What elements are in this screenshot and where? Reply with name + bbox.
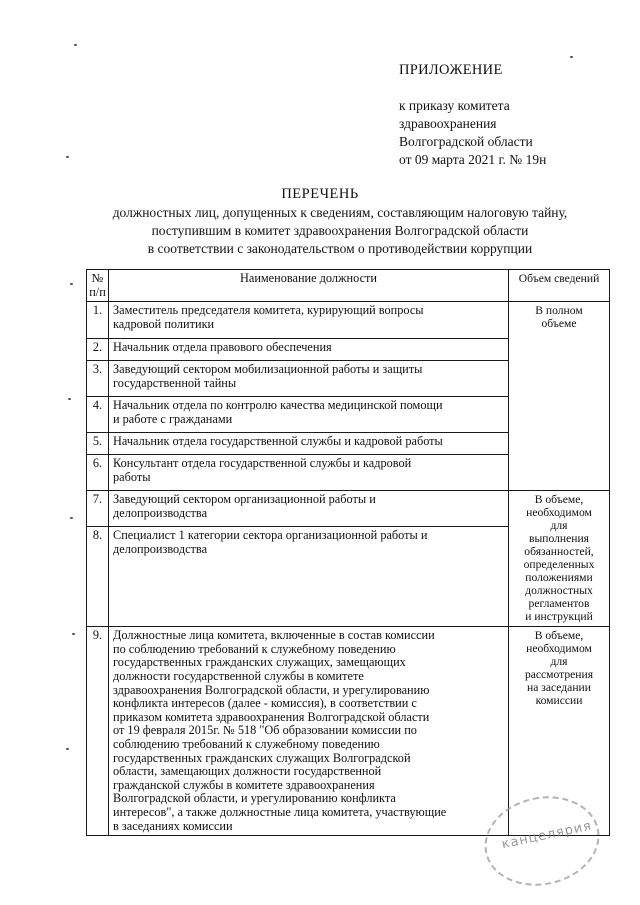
row-num: 6. (87, 455, 109, 491)
row-name: Специалист 1 категории сектора организационной работы и делопроизводства (113, 528, 428, 556)
list-subtitle (60, 204, 620, 258)
scan-speck (66, 748, 69, 750)
row-name: Консультант отдела государственной службы и кадровой работы (113, 456, 412, 484)
scan-speck (570, 56, 573, 58)
volume-duties: В объеме, необходимом для выполнения обязанностей, определенных положениями должностных регламентов и инструкций (523, 493, 595, 624)
row-name: Должностные лица комитета, включенные в состав комиссии по соблюдению требований к служебному поведению государственных гражданских служащих, замещающих должности государственной службы в комитете здравоохранения Волгоградской области, и урегулированию конфликта интересов (далее - комиссия), в соответствии с приказом комитета здравоохранения Волгоградской области от 19 февраля 2015г. № 518 "Об образовании комиссии по соблюдению требований к служебному поведению государственных гражданских служащих Волгоградской области, замещающих должности государственной гражданской службы в комитете здравоохранения Волгоградской области, и урегулированию конфликта интересов", а также должностные лица комитета, участвующие в заседаниях комиссии (113, 628, 447, 833)
positions-table (86, 269, 610, 836)
scan-speck (74, 44, 77, 46)
row-name: Заведующий сектором организационной работы и делопроизводства (113, 492, 376, 520)
table-header-row (87, 270, 610, 302)
row-num: 8. (87, 527, 109, 627)
row-num: 9. (87, 627, 109, 836)
attachment-title: ПРИЛОЖЕНИЕ (399, 62, 503, 78)
table-row (87, 491, 610, 527)
volume-full: В полном объеме (535, 304, 583, 331)
scan-speck (68, 398, 71, 400)
header-name: Наименование должности (109, 270, 509, 302)
stamp-label: канцелярия (500, 818, 594, 853)
subtitle-line: должностных лиц, допущенных к сведениям, составляющим налоговую тайну, (112, 205, 568, 220)
scan-speck (66, 156, 69, 158)
scan-speck (72, 633, 75, 635)
row-num: 5. (87, 433, 109, 455)
row-name: Заместитель председателя комитета, курирующий вопросы кадровой политики (113, 303, 424, 331)
row-name: Начальник отдела правового обеспечения (113, 340, 332, 355)
scan-speck (70, 283, 73, 285)
row-num: 2. (87, 339, 109, 361)
subtitle-line: в соответствии с законодательством о противодействии коррупции (147, 241, 533, 256)
attachment-lines (399, 97, 546, 169)
scan-speck (70, 517, 73, 519)
row-name: Заведующий сектором мобилизационной работы и защиты государственной тайны (113, 362, 423, 390)
row-num: 7. (87, 491, 109, 527)
list-title: ПЕРЕЧЕНЬ (281, 186, 359, 202)
volume-commission: В объеме, необходимом для рассмотрения на заседании комиссии (524, 629, 594, 708)
row-num: 3. (87, 361, 109, 397)
header-num: № п/п (87, 270, 109, 302)
table-row (87, 302, 610, 339)
row-num: 4. (87, 397, 109, 433)
row-num: 1. (87, 302, 109, 339)
attachment-line: здравоохранения (399, 116, 497, 131)
attachment-line: от 09 марта 2021 г. № 19н (399, 152, 547, 167)
attachment-line: Волгоградской области (399, 134, 533, 149)
row-name: Начальник отдела по контролю качества медицинской помощи и работе с гражданами (113, 398, 443, 426)
row-name: Начальник отдела государственной службы и кадровой работы (113, 434, 443, 449)
subtitle-line: поступившим в комитет здравоохранения Волгоградской области (151, 223, 529, 238)
attachment-line: к приказу комитета (399, 98, 510, 113)
header-volume: Объем сведений (509, 270, 610, 302)
